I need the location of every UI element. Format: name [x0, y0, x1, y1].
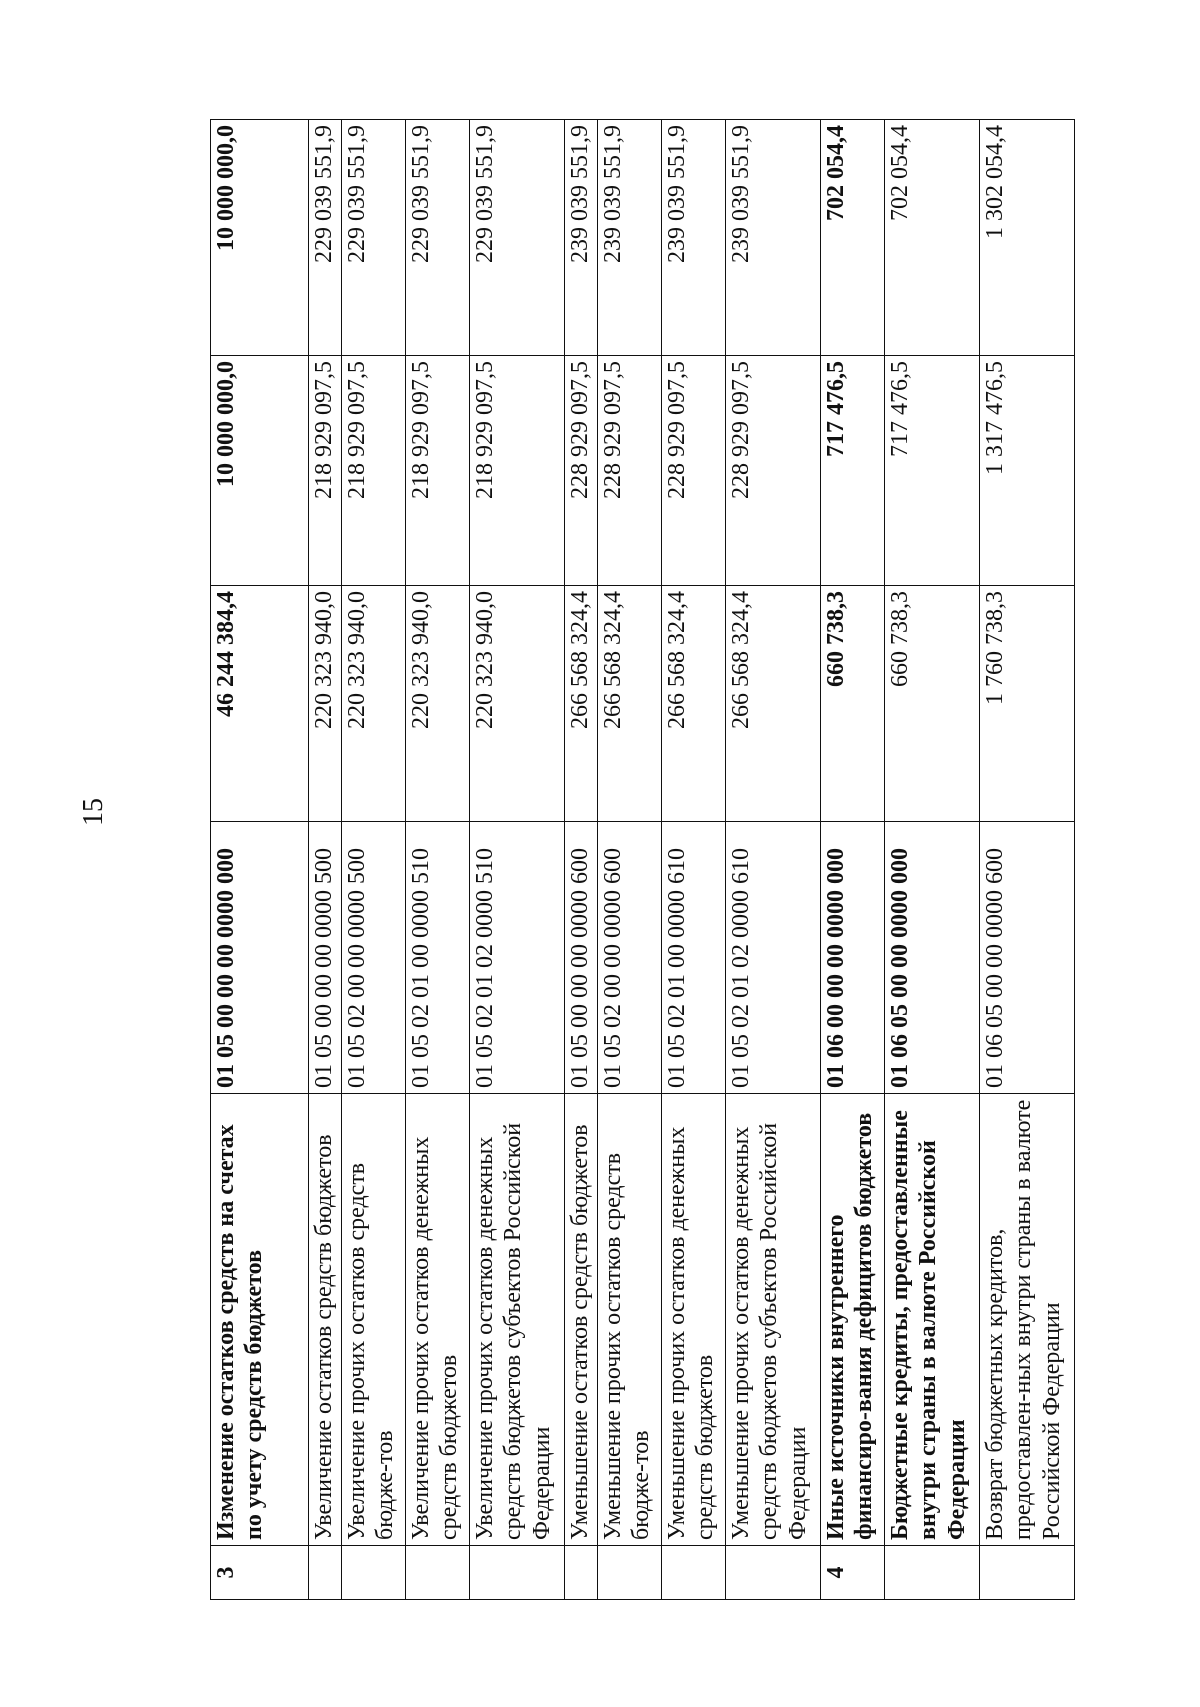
row-code: 01 05 02 01 02 0000 510	[470, 822, 565, 1094]
row-code: 01 05 02 01 02 0000 610	[726, 822, 821, 1094]
row-value-2: 218 929 097,5	[470, 356, 565, 586]
row-value-2: 717 476,5	[821, 356, 885, 586]
row-value-1: 660 738,3	[821, 586, 885, 822]
row-number	[309, 1546, 342, 1600]
row-code: 01 06 05 00 00 0000 600	[980, 822, 1075, 1094]
row-name: Увеличение прочих остатков денежных средств бюджетов	[406, 1094, 470, 1546]
table-row	[342, 120, 406, 1600]
row-value-2: 717 476,5	[885, 356, 980, 586]
row-value-1: 266 568 324,4	[662, 586, 726, 822]
row-name: Уменьшение прочих остатков денежных средств бюджетов	[662, 1094, 726, 1546]
row-value-1: 220 323 940,0	[406, 586, 470, 822]
row-code: 01 05 02 00 00 0000 600	[598, 822, 662, 1094]
row-number	[598, 1546, 662, 1600]
row-name: Увеличение прочих остатков денежных средств бюджетов субъектов Российской Федерации	[470, 1094, 565, 1546]
table-row	[309, 120, 342, 1600]
row-number	[662, 1546, 726, 1600]
row-number: 4	[821, 1546, 885, 1600]
row-code: 01 05 02 01 00 0000 610	[662, 822, 726, 1094]
table-row	[598, 120, 662, 1600]
row-number	[726, 1546, 821, 1600]
row-value-3: 239 039 551,9	[565, 120, 598, 356]
row-number	[406, 1546, 470, 1600]
table-row	[406, 120, 470, 1600]
row-name: Уменьшение прочих остатков денежных средств бюджетов субъектов Российской Федерации	[726, 1094, 821, 1546]
row-value-1: 220 323 940,0	[309, 586, 342, 822]
row-value-3: 229 039 551,9	[470, 120, 565, 356]
row-value-2: 218 929 097,5	[406, 356, 470, 586]
row-value-1: 266 568 324,4	[726, 586, 821, 822]
table-row	[470, 120, 565, 1600]
row-number	[980, 1546, 1075, 1600]
row-number: 3	[211, 1546, 309, 1600]
row-value-3: 702 054,4	[885, 120, 980, 356]
row-name: Бюджетные кредиты, предоставленные внутри страны в валюте Российской Федерации	[885, 1094, 980, 1546]
table-row	[726, 120, 821, 1600]
table-row	[662, 120, 726, 1600]
row-code: 01 05 00 00 00 0000 500	[309, 822, 342, 1094]
row-number	[565, 1546, 598, 1600]
row-code: 01 05 00 00 00 0000 600	[565, 822, 598, 1094]
table-row	[565, 120, 598, 1600]
table-row	[211, 120, 309, 1600]
row-value-2: 228 929 097,5	[598, 356, 662, 586]
table-row	[885, 120, 980, 1600]
row-code: 01 05 00 00 00 0000 000	[211, 822, 309, 1094]
row-code: 01 05 02 00 00 0000 500	[342, 822, 406, 1094]
budget-sources-table	[210, 119, 1075, 1600]
row-name: Уменьшение остатков средств бюджетов	[565, 1094, 598, 1546]
row-name: Возврат бюджетных кредитов, предоставлен-ных внутри страны в валюте Российской Федерации	[980, 1094, 1075, 1546]
row-name: Иные источники внутреннего финансиро-вания дефицитов бюджетов	[821, 1094, 885, 1546]
table-body	[211, 120, 1075, 1600]
table-row	[980, 120, 1075, 1600]
row-value-1: 1 760 738,3	[980, 586, 1075, 822]
row-value-2: 228 929 097,5	[726, 356, 821, 586]
row-code: 01 05 02 01 00 0000 510	[406, 822, 470, 1094]
table-row	[821, 120, 885, 1600]
row-value-2: 228 929 097,5	[565, 356, 598, 586]
rotated-table-wrapper	[210, 120, 1107, 1600]
row-value-3: 702 054,4	[821, 120, 885, 356]
row-value-2: 218 929 097,5	[342, 356, 406, 586]
row-value-2: 1 317 476,5	[980, 356, 1075, 586]
row-name: Увеличение прочих остатков средств бюдже-тов	[342, 1094, 406, 1546]
page-number: 15	[78, 798, 109, 826]
row-value-3: 10 000 000,0	[211, 120, 309, 356]
row-name: Увеличение остатков средств бюджетов	[309, 1094, 342, 1546]
row-number	[885, 1546, 980, 1600]
row-value-1: 220 323 940,0	[470, 586, 565, 822]
row-code: 01 06 00 00 00 0000 000	[821, 822, 885, 1094]
row-value-2: 218 929 097,5	[309, 356, 342, 586]
row-value-1: 660 738,3	[885, 586, 980, 822]
row-value-2: 10 000 000,0	[211, 356, 309, 586]
row-value-3: 229 039 551,9	[342, 120, 406, 356]
row-value-1: 46 244 384,4	[211, 586, 309, 822]
row-value-3: 229 039 551,9	[406, 120, 470, 356]
row-code: 01 06 05 00 00 0000 000	[885, 822, 980, 1094]
row-value-3: 1 302 054,4	[980, 120, 1075, 356]
row-value-1: 220 323 940,0	[342, 586, 406, 822]
row-value-3: 239 039 551,9	[726, 120, 821, 356]
row-value-2: 228 929 097,5	[662, 356, 726, 586]
row-value-3: 239 039 551,9	[598, 120, 662, 356]
row-value-3: 229 039 551,9	[309, 120, 342, 356]
row-value-1: 266 568 324,4	[565, 586, 598, 822]
row-value-3: 239 039 551,9	[662, 120, 726, 356]
row-name: Изменение остатков средств на счетах по учету средств бюджетов	[211, 1094, 309, 1546]
row-number	[470, 1546, 565, 1600]
row-value-1: 266 568 324,4	[598, 586, 662, 822]
row-number	[342, 1546, 406, 1600]
row-name: Уменьшение прочих остатков средств бюдже-тов	[598, 1094, 662, 1546]
